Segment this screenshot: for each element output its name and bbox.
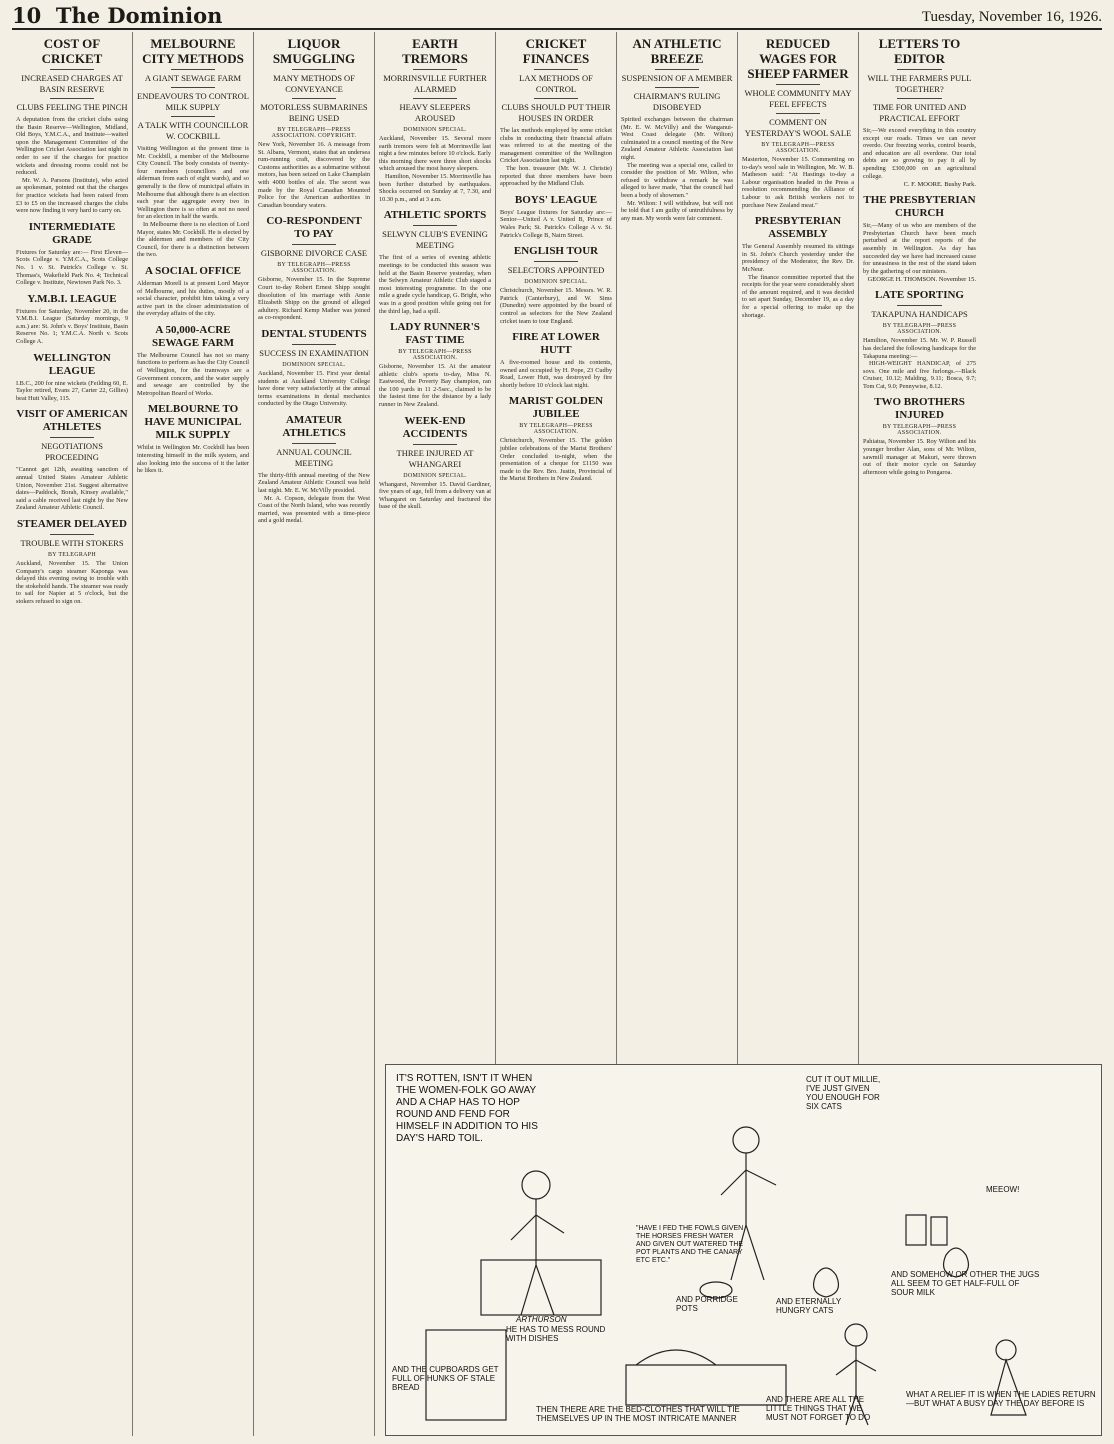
- article-paragraph: Alderman Morell is at present Lord Mayor of Melbourne, and his duties, mostly of a social character, prohibit him taking a very active part in the closer administration of the everyday affairs of the city.: [137, 279, 249, 318]
- article-headline: PRESBYTERIAN ASSEMBLY: [754, 215, 842, 241]
- article: [379, 321, 491, 409]
- cartoon-caption-11: "HAVE I FED THE FOWLS GIVEN THE HORSES FRESH WATER AND GIVEN OUT WATERED THE POT PLANTS AND THE CANARY ETC ETC.": [636, 1225, 744, 1264]
- article: [379, 209, 491, 315]
- article-headline: MELBOURNE TO HAVE MUNICIPAL MILK SUPPLY: [144, 403, 242, 442]
- article: [137, 403, 249, 474]
- column-1: [12, 32, 133, 1436]
- article: [500, 245, 612, 325]
- article-paragraph: Auckland, November 15. The Union Company's cargo steamer Kaponga was delayed this evening owing to trouble with the stokehold hands. The steamer was ready to sail for Napier at 5 o'clock, but the stokers refused to sign on.: [16, 560, 128, 605]
- article-subheading: A GIANT SEWAGE FARM: [144, 73, 242, 83]
- article: [379, 415, 491, 511]
- article-paragraph: Mr. W. A. Parsons (Institute), who acted as spokesman, pointed out that the charges for practice wickets had been raised from £3 to £5 on the increased charges the clubs were now finding it very hard to carry on.: [16, 176, 128, 215]
- article-paragraph: Sir,—Many of us who are members of the Presbyterian Church have been much perturbed at the report reports of the assembly in Wellington. As day has succeeded day we have had increased cause for uneasiness in the rest of the stand taken by the gathering of our ministers.: [863, 222, 976, 275]
- article-headline: MARIST GOLDEN JUBILEE: [508, 395, 604, 421]
- man-figure-drawing: [511, 1199, 564, 1315]
- article-byline: BY TELEGRAPH—PRESS ASSOCIATION.: [519, 423, 593, 436]
- article-headline: A SOCIAL OFFICE: [145, 264, 241, 277]
- article: [16, 352, 128, 403]
- divider-rule: [776, 113, 821, 114]
- divider-rule: [50, 437, 95, 438]
- article: [258, 328, 370, 408]
- divider-rule: [171, 116, 216, 117]
- article-subheading: SELECTORS APPOINTED: [507, 265, 605, 276]
- article: [16, 518, 128, 606]
- article-headline: LETTERS TO EDITOR: [878, 36, 961, 66]
- article-subheading: ENDEAVOURS TO CONTROL MILK SUPPLY: [137, 91, 249, 112]
- letter-signature: GEORGE H. THOMSON. November 15.: [867, 276, 976, 284]
- article-byline: BY TELEGRAPH—PRESS ASSOCIATION. COPYRIGHT.: [271, 127, 357, 139]
- article-headline: LATE SPORTING: [875, 289, 964, 302]
- article-byline: DOMINION SPECIAL.: [403, 472, 467, 479]
- article-headline: DENTAL STUDENTS: [261, 327, 367, 340]
- article: [621, 36, 733, 222]
- man-head-drawing: [522, 1171, 550, 1199]
- article-paragraph: The first of a series of evening athletic meetings to be conducted this season was held at the Basin Reserve yesterday, when the Selwyn Amateur Athletic Club staged a most interesting programme. In the one mile a grade cycle handicap, G. Bright, who was in a good position while going out for the third lap, had a spill.: [379, 254, 491, 315]
- article-headline: COST OF CRICKET: [41, 36, 103, 66]
- article-subheading: MOTORLESS SUBMARINES BEING USED: [260, 102, 368, 123]
- cartoon-panel: [385, 1064, 1102, 1436]
- article: [16, 408, 128, 512]
- article-subheading: CLUBS SHOULD PUT THEIR HOUSES IN ORDER: [501, 102, 611, 123]
- page-number-and-title: 10 The Dominion: [12, 3, 223, 28]
- article-headline: LADY RUNNER'S FAST TIME: [390, 321, 480, 347]
- article-paragraph: HIGH-WEIGHT HANDICAP, of 275 sovs. One mile and five furlongs.—Black Cruiser, 10.12; Malding, 9.11; Bosca, 9.7; Tom Cat, 9.0; Pennywise, 8.12.: [863, 360, 976, 390]
- article-paragraph: Sir,—We exceed everything in this country except our roads. Times we can never overdo. Our freezing works, control boards, and education are all overdone. Our total debts are so growing to pay it all by spending £300,000 on an agricultural college.: [863, 127, 976, 180]
- article-paragraph: Auckland, November 15. Several more earth tremors were felt at Morrinsville last night a few minutes before 10 o'clock. Early this morning there were three short shocks which aroused the most heavy sleepers.: [379, 135, 491, 173]
- article: [137, 324, 249, 398]
- divider-rule: [413, 444, 458, 445]
- article-subheading: SUSPENSION OF A MEMBER: [621, 73, 733, 83]
- article-byline: DOMINION SPECIAL.: [282, 361, 346, 368]
- article-paragraph: Hamilton, November 15. Mr. W. P. Russell has declared the following handicaps for the Takapuna meeting:—: [863, 337, 976, 360]
- article-paragraph: Mr. Wilton: I will withdraw, but will not be told that I am guilty of untruthfulness by any man. My words were fair comment.: [621, 199, 733, 222]
- article-paragraph: A deputation from the cricket clubs using the Basin Reserve—Wellington, Midland, Old Boys, Y.M.C.A., and Institute—waited upon the Management Committee of the Wellington Cricket Association last night in order to see if the charges for practice wickets and dressing rooms could not be reduced.: [16, 116, 128, 177]
- divider-rule: [292, 443, 337, 444]
- article-headline: WEEK-END ACCIDENTS: [402, 414, 468, 440]
- article-byline: DOMINION SPECIAL.: [403, 127, 467, 133]
- cat-drawing: [814, 1268, 839, 1297]
- article-byline: BY TELEGRAPH—PRESS ASSOCIATION.: [277, 262, 351, 275]
- divider-rule: [534, 69, 579, 70]
- article: [863, 36, 976, 188]
- cartoon-caption-8: AND THERE ARE ALL THE LITTLE THINGS THAT WE MUST NOT FORGET TO DO: [766, 1395, 871, 1422]
- article-paragraph: Pahiatua, November 15. Roy Wilton and his younger brother Alan, sons of Mr. Wilton, sawmill manager at Makuri, were thrown out of their motor cycle on Saturday afternoon while going to Pongaroa.: [863, 438, 976, 476]
- article-subheading: SELWYN CLUB'S EVENING MEETING: [382, 229, 488, 251]
- article-byline: DOMINION SPECIAL.: [524, 279, 588, 286]
- divider-rule: [50, 98, 95, 99]
- divider-rule: [292, 244, 337, 245]
- article-subheading: INCREASED CHARGES AT BASIN RESERVE: [21, 73, 123, 94]
- article-paragraph: Christchurch, November 15. The golden jubilee celebrations of the Marist Brothers' Order concluded to-night, when the presentation of a cheque for £1150 was made to the Rev. Bro. Justin, Provincial of the Marist Brothers in New Zealand.: [500, 437, 612, 483]
- man2-head-drawing: [733, 1127, 759, 1153]
- divider-rule: [655, 87, 700, 88]
- article: [742, 215, 854, 319]
- cartoonist-signature: ARTHURSON: [516, 1315, 567, 1324]
- article: [16, 293, 128, 346]
- article-byline: BY TELEGRAPH—PRESS ASSOCIATION.: [398, 349, 472, 362]
- article-subheading: WHOLE COMMUNITY MAY FEEL EFFECTS: [744, 88, 852, 109]
- article: [16, 221, 128, 287]
- article-paragraph: Visiting Wellington at the present time is Mr. Cockbill, a member of the Melbourne City Council. The body consists of twenty-four members (councillors and one alderman from each of eight wards), and so generally is the flow of municipal affairs in Melbourne that although there is an election each year the aggregate every two in Wellington there is so often at not no need for an election in half the wards.: [137, 145, 249, 221]
- cartoon-caption-12: MEEOW!: [986, 1185, 1020, 1194]
- article: [742, 36, 854, 209]
- article-subheading: HEAVY SLEEPERS AROUSED: [399, 102, 471, 123]
- article-headline: A 50,000-ACRE SEWAGE FARM: [152, 323, 234, 349]
- article-subheading: CLUBS FEELING THE PINCH: [16, 102, 128, 112]
- article: [863, 194, 976, 283]
- article-headline: ATHLETIC SPORTS: [383, 209, 487, 222]
- article: [258, 414, 370, 525]
- masthead: [12, 2, 1102, 30]
- article-paragraph: Spirited exchanges between the chairman (Mr. E. W. McVilly) and the Wanganui-West Coast delegate (Mr. Wilton) culminated in a council meeting of the New Zealand Amateur Athletic Association last night.: [621, 116, 733, 161]
- article-headline: INTERMEDIATE GRADE: [28, 220, 116, 246]
- article-byline: BY TELEGRAPH—PRESS ASSOCIATION.: [882, 424, 957, 437]
- column-3: [254, 32, 375, 1436]
- article-byline: BY TELEGRAPH—PRESS ASSOCIATION.: [761, 142, 835, 154]
- divider-rule: [292, 69, 337, 70]
- cartoon-caption-10: CUT IT OUT MILLIE, I'VE JUST GIVEN YOU ENOUGH FOR SIX CATS: [806, 1075, 881, 1111]
- divider-rule: [292, 344, 337, 345]
- article: [137, 265, 249, 318]
- article-paragraph: Fixtures for Saturday, November 20, in the Y.M.B.I. League (Saturday mornings, 9 a.m.) are: St. John's v. Boys' Institute, Basin Reserve No. 1; Y.M.C.A. North v. Scots College A.: [16, 307, 128, 346]
- article-paragraph: In Melbourne there is no election of Lord Mayor, states Mr. Cockbill. He is elected by the aldermen and members of the City Council, for there is a distinction between the two.: [137, 220, 249, 259]
- column-2: [133, 32, 254, 1436]
- divider-rule: [50, 69, 95, 70]
- article-paragraph: The lax methods employed by some cricket clubs in conducting their financial affairs was referred to at the meeting of the management committee of the Wellington Cricket Association last night.: [500, 127, 612, 165]
- bed-drawing: [626, 1350, 786, 1405]
- divider-rule: [534, 98, 579, 99]
- article-subheading: MORRINSVILLE FURTHER ALARMED: [383, 73, 487, 94]
- article-headline: LIQUOR SMUGGLING: [272, 36, 356, 66]
- article: [379, 36, 491, 203]
- issue-date: Tuesday, November 16, 1926.: [921, 9, 1102, 25]
- article-subheading: LAX METHODS OF CONTROL: [519, 73, 593, 94]
- article: [500, 36, 612, 188]
- divider-rule: [776, 84, 821, 85]
- article-headline: THE PRESBYTERIAN CHURCH: [863, 194, 976, 220]
- cartoon-caption-1: IT'S ROTTEN, ISN'T IT WHEN THE WOMEN-FOLK GO AWAY AND A CHAP HAS TO HOP ROUND AND FEND FOR HIMSELF IN ADDITION TO HIS DAY'S HARD TOIL.: [396, 1073, 538, 1144]
- article-paragraph: Hamilton, November 15. Morrinsville has been further disturbed by earthquakes. Shocks occurred on Sunday at 7, 7.30, and 10.30 p.m., and at 3 a.m.: [379, 172, 491, 203]
- divider-rule: [413, 225, 458, 226]
- article-headline: AMATEUR ATHLETICS: [282, 413, 346, 439]
- article-paragraph: "Cannot get 12th, awaiting sanction of annual United States Amateur Athletic Union, November 21st. Suggest alternative dates—Paddock, Borah, Kinsey available," said a cable received last night by the New Zealand Amateur Athletic Council.: [16, 466, 128, 512]
- article: [500, 194, 612, 239]
- man3-head-drawing: [845, 1324, 867, 1346]
- article-headline: CO-RESPONDENT TO PAY: [266, 215, 362, 241]
- article-subheading: ANNUAL COUNCIL MEETING: [276, 446, 352, 468]
- divider-rule: [171, 69, 216, 70]
- article-subheading: MANY METHODS OF CONVEYANCE: [273, 73, 355, 94]
- article-paragraph: Whangarei, November 15. David Gardiner, five years of age, fell from a delivery van at Whangarei on Saturday and fractured the base of the skull.: [379, 480, 491, 511]
- article-paragraph: The meeting was a special one, called to consider the position of Mr. Wilton, who refused to withdraw a remark he was alleged to have made, "that the council had been a body of showmen.": [621, 161, 733, 199]
- article-headline: WELLINGTON LEAGUE: [33, 351, 111, 377]
- article-paragraph: A five-roomed house and its contents, owned and occupied by H. Pope, 23 Cudby Road, Lower Hutt, was destroyed by fire shortly before 10 o'clock last night.: [500, 359, 612, 389]
- article-headline: AN ATHLETIC BREEZE: [632, 36, 722, 66]
- article-paragraph: Gisborne, November 15. In the Supreme Court to-day Robert Ernest Shipp sought dissolution of his marriage with Annie Elizabeth Shipp on the ground of alleged adultery. Richard Kemp Mather was joined as co-respondent.: [258, 276, 370, 322]
- article-paragraph: The hon. treasurer (Mr. W. J. Christie) reported that three members have been approached by the Midland Club.: [500, 164, 612, 188]
- jugs-drawing: [906, 1215, 947, 1245]
- divider-rule: [171, 87, 216, 88]
- article-subheading: TROUBLE WITH STOKERS: [20, 538, 124, 548]
- article-subheading: GISBORNE DIVORCE CASE: [260, 248, 368, 259]
- divider-rule: [413, 98, 458, 99]
- article: [500, 395, 612, 483]
- article-byline: BY TELEGRAPH—PRESS ASSOCIATION.: [882, 323, 957, 336]
- article-subheading: NEGOTIATIONS PROCEEDING: [41, 441, 103, 463]
- article: [258, 36, 370, 209]
- article-subheading: THREE INJURED AT WHANGAREI: [396, 447, 474, 469]
- article: [500, 331, 612, 389]
- article-headline: STEAMER DELAYED: [17, 518, 127, 530]
- cartoon-caption-4: AND ETERNALLY HUNGRY CATS: [776, 1297, 842, 1315]
- article-headline: BOYS' LEAGUE: [514, 193, 598, 206]
- article-paragraph: New York, November 16. A message from St. Albans, Vermont, states that an undersea rum-running craft, discovered by the Customs authorities as a submarine without motors, has been seized on Lake Champlain with 4000 bottles of ale. The secret was made by the Royal Canadian Mounted Police for the American authorities in Canadian boundary waters.: [258, 141, 370, 209]
- cartoon-caption-3: AND PORRIDGE POTS: [676, 1295, 738, 1313]
- article-headline: TWO BROTHERS INJURED: [874, 396, 965, 422]
- article-headline: EARTH TREMORS: [402, 36, 468, 66]
- article-paragraph: The General Assembly resumed its sittings in St. John's Church yesterday under the presidency of the Moderator, the Rev. Dr. McNeur.: [742, 243, 854, 273]
- divider-rule: [292, 98, 337, 99]
- divider-rule: [897, 69, 942, 70]
- article-paragraph: Auckland, November 15. First year dental students at Auckland University College have done very satisfactorily at the annual terms examinations in dental mechanics conducted by the Otago University.: [258, 369, 370, 408]
- article-subheading: WILL THE FARMERS PULL TOGETHER?: [867, 73, 972, 94]
- article-subheading: CHAIRMAN'S RULING DISOBEYED: [633, 91, 721, 112]
- divider-rule: [655, 69, 700, 70]
- article: [137, 36, 249, 259]
- article-headline: Y.M.B.I. LEAGUE: [27, 292, 117, 305]
- article-paragraph: The thirty-fifth annual meeting of the New Zealand Amateur Athletic Council was held last night. Mr. E. W. McVilly presided.: [258, 471, 370, 495]
- letter-signature: C. F. MOORE. Bushy Park.: [903, 181, 976, 189]
- divider-rule: [413, 69, 458, 70]
- article-paragraph: The finance committee reported that the receipts for the year were considerably short of the amount required, and it was decided to set apart Sunday, December 19, as a day for a special offering to make up the shortage.: [742, 273, 854, 319]
- article-subheading: SUCCESS IN EXAMINATION: [259, 347, 369, 358]
- article-paragraph: Christchurch, November 15. Messrs. W. R. Patrick (Canterbury), and W. Sims (Dunedin) were appointed by the board of control as selectors for the New Zealand cricket team to tour England.: [500, 287, 612, 325]
- cartoon-caption-6: AND THE CUPBOARDS GET FULL OF HUNKS OF STALE BREAD: [392, 1365, 499, 1392]
- divider-rule: [534, 261, 579, 262]
- article-headline: CRICKET FINANCES: [522, 36, 590, 66]
- article-paragraph: Whilst in Wellington Mr. Cockbill has been interesting himself in the milk system, and also looking into the success of it the latter he likes it.: [137, 444, 249, 475]
- article-headline: MELBOURNE CITY METHODS: [142, 36, 244, 66]
- article-headline: FIRE AT LOWER HUTT: [512, 331, 600, 357]
- article-paragraph: Masterton, November 15. Commenting on to-day's wool sale in Wellington, Mr. W. B. Matheson said: "At Hastings to-day a Labour organisation headed in the Press a resolution recommending the Alliance of Labour to ask British workers not to purchase New Zealand meat.": [742, 156, 854, 209]
- article-subheading: TIME FOR UNITED AND PRACTICAL EFFORT: [872, 102, 967, 123]
- article-headline: REDUCED WAGES FOR SHEEP FARMER: [747, 36, 849, 81]
- article-paragraph: Fixtures for Saturday are:— First Eleven—Scots College v. Y.M.C.A., Scots College No. 1 v. St. Patrick's College v. St. Thomas's, Wakefield Park No. 4; Technical College v. Institute, Newtown Park No. 3.: [16, 248, 128, 287]
- article: [863, 396, 976, 476]
- divider-rule: [50, 534, 95, 535]
- article-paragraph: Boys' League fixtures for Saturday are:— Senior—United A v. United B, Prince of Wales Park; St. Patrick's College A v. St. Patrick's College B, Nairn Street.: [500, 208, 612, 239]
- article-subheading: COMMENT ON YESTERDAY'S WOOL SALE: [744, 117, 852, 138]
- article-paragraph: Mr. A. Copson, delegate from the West Coast of the North Island, who was recently married, was presented with a time-piece and a gold medal.: [258, 494, 370, 525]
- article-byline: BY TELEGRAPH: [47, 552, 97, 558]
- article: [16, 36, 128, 215]
- cartoon-caption-2: HE HAS TO MESS ROUND WITH DISHES: [506, 1325, 606, 1343]
- article-subheading: TAKAPUNA HANDICAPS: [871, 309, 968, 320]
- article: [863, 289, 976, 390]
- article: [258, 215, 370, 322]
- article-paragraph: I.B.C., 200 for nine wickets (Feilding 60, E. Taylor retired, Evans 27, Carter 22, Gillies) beat Hutt Valley, 115.: [16, 379, 128, 402]
- article-paragraph: The Melbourne Council has not so many functions to perform as has the City Council of Wellington, for the tramways are a Government concern, and the water supply and sewage are controlled by the Metropolitan Board of Works.: [137, 351, 249, 397]
- cartoon-caption-7: THEN THERE ARE THE BED-CLOTHES THAT WILL TIE THEMSELVES UP IN THE MOST INTRICATE MANNER: [536, 1405, 740, 1423]
- divider-rule: [897, 98, 942, 99]
- article-headline: VISIT OF AMERICAN ATHLETES: [16, 408, 128, 434]
- cartoon-caption-9: WHAT A RELIEF IT IS WHEN THE LADIES RETURN—BUT WHAT A BUSY DAY THE DAY BEFORE IS: [906, 1390, 1096, 1408]
- cartoon-caption-5: AND SOMEHOW OR OTHER THE JUGS ALL SEEM TO GET HALF-FULL OF SOUR MILK: [891, 1270, 1040, 1297]
- article-paragraph: Gisborne, November 15. At the amateur athletic club's sports to-day, Miss N. Eastwood, the Poverty Bay champion, ran the 100 yards in 11 2-5sec., claimed to be the fastest time for the distance by a lady runner in New Zealand.: [379, 363, 491, 409]
- article-headline: ENGLISH TOUR: [513, 245, 599, 258]
- lady-head-drawing: [996, 1340, 1016, 1360]
- article-subheading: A TALK WITH COUNCILLOR W. COCKBILL: [137, 120, 249, 141]
- divider-rule: [897, 305, 942, 306]
- sink-drawing: [481, 1260, 601, 1315]
